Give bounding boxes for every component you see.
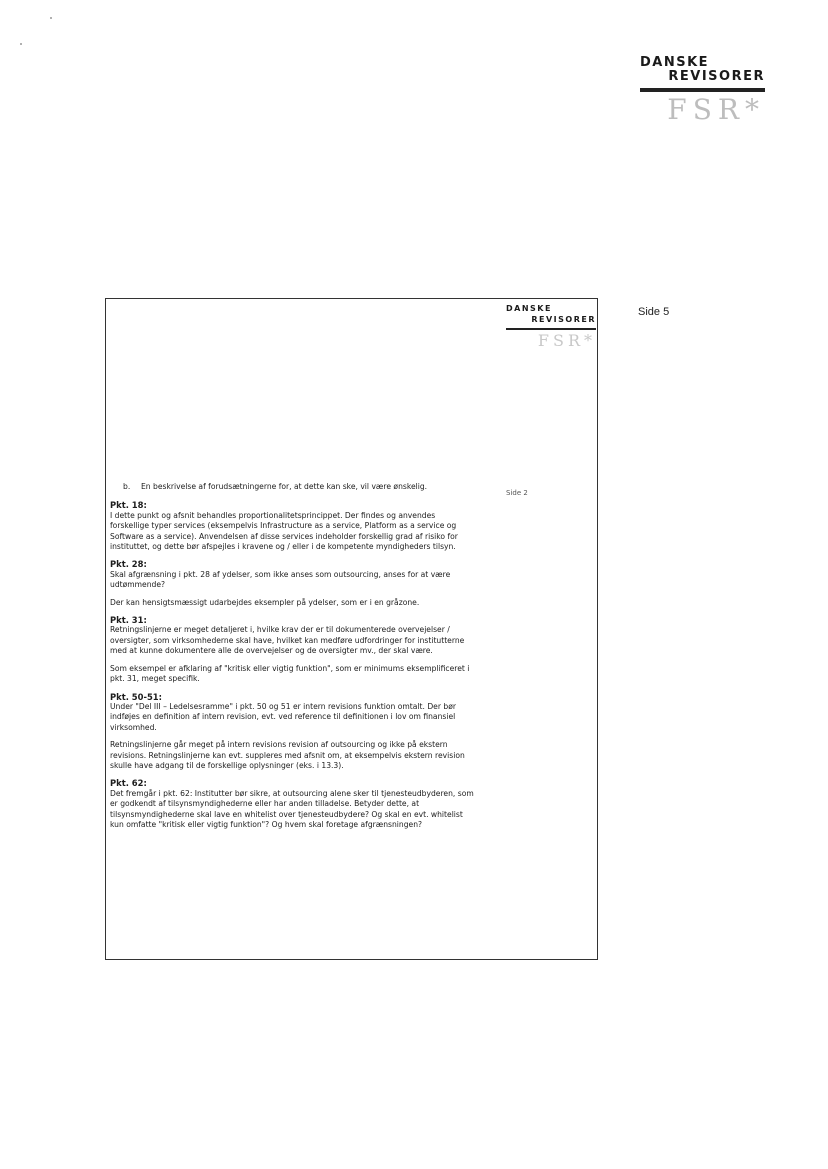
embedded-page-number: Side 2 bbox=[506, 489, 528, 497]
embedded-logo-bar bbox=[506, 328, 596, 330]
section-pkt-31 bbox=[110, 615, 475, 684]
scan-speck bbox=[20, 43, 22, 45]
logo-bar bbox=[640, 88, 765, 92]
list-marker: b. bbox=[123, 482, 131, 491]
section-pkt-50-51 bbox=[110, 692, 475, 772]
paragraph: Som eksempel er afklaring af "kritisk eller vigtig funktion", som er minimums eksemplificeret i pkt. 31, meget specifik. bbox=[110, 663, 470, 684]
list-item bbox=[110, 482, 475, 492]
paragraph: Der kan hensigtsmæssigt udarbejdes eksempler på ydelser, som er i en gråzone. bbox=[110, 597, 420, 607]
paragraph: Skal afgrænsning i pkt. 28 af ydelser, som ikke anses som outsourcing, anses for at være udtømmende? bbox=[110, 569, 451, 590]
list-text: En beskrivelse af forudsætningerne for, at dette kan ske, vil være ønskelig. bbox=[141, 482, 428, 491]
embedded-document-page bbox=[105, 298, 598, 960]
section-pkt-62 bbox=[110, 778, 475, 830]
section-heading: Pkt. 62: bbox=[110, 778, 147, 789]
section-heading: Pkt. 31: bbox=[110, 615, 147, 626]
paragraph: Retningslinjerne går meget på intern revisions revision af outsourcing og ikke på ekstern revisions. Retningslinjerne kan evt. suppleres med afsnit om, at eksempelvis ekstern revision skulle have adgang til de forskellige oplysninger (eks. i 13.3). bbox=[110, 740, 465, 770]
paragraph: I dette punkt og afsnit behandles proportionalitetsprincippet. Der findes og anvendes forskellige typer services (eksempelvis Infrastructure as a service, Platform as a service og Software as a service). Anvendelsen af disse services indeholder forskellig grad af risiko for instituttet, og dette bør afspejles i kravene og / eller i de kompetente myndigheders tilsyn. bbox=[110, 510, 458, 552]
section-heading: Pkt. 28: bbox=[110, 559, 147, 570]
section-pkt-18 bbox=[110, 500, 475, 552]
embedded-logo-line1: DANSKE bbox=[506, 304, 552, 313]
section-heading: Pkt. 18: bbox=[110, 500, 147, 511]
embedded-fsr-mark: FSR* bbox=[537, 331, 596, 350]
embedded-logo-line2: REVISORER bbox=[531, 315, 596, 324]
logo-line2: REVISORER bbox=[668, 69, 765, 84]
scan-speck bbox=[50, 17, 52, 19]
section-pkt-28 bbox=[110, 559, 475, 608]
paragraph: Under "Del III – Ledelsesramme" i pkt. 50 og 51 er intern revisions funktion omtalt. Der bør indføjes en definition af intern revision, evt. ved reference til definitionen i lov om finansiel virksomhed. bbox=[110, 701, 456, 732]
logo-line1: DANSKE bbox=[640, 55, 710, 70]
paragraph: Det fremgår i pkt. 62: Institutter bør sikre, at outsourcing alene sker til tjenesteudbyderen, som er godkendt af tilsynsmyndighederne eller har anden tilladelse. Betyder dette, at tilsynsmyndighederne skal lave en whitelist over tjenesteudbydere? Og skal en evt. whitelist kun omfatte "kritisk eller vigtig funktion"? Og hvem skal foretage afgrænsningen? bbox=[110, 788, 474, 829]
page-number: Side 5 bbox=[638, 306, 670, 318]
paragraph: Retningslinjerne er meget detaljeret i, hvilke krav der er til dokumenterede overvejelser / oversigter, som virksomhederne skal have, hvilket kan medføre udfordringer for institutterne med at kunne dokumentere alle de overvejelser og de oversigter mv., der skal være. bbox=[110, 625, 465, 656]
embedded-body bbox=[110, 482, 475, 837]
fsr-mark: FSR* bbox=[667, 93, 765, 126]
section-heading: Pkt. 50-51: bbox=[110, 691, 162, 702]
